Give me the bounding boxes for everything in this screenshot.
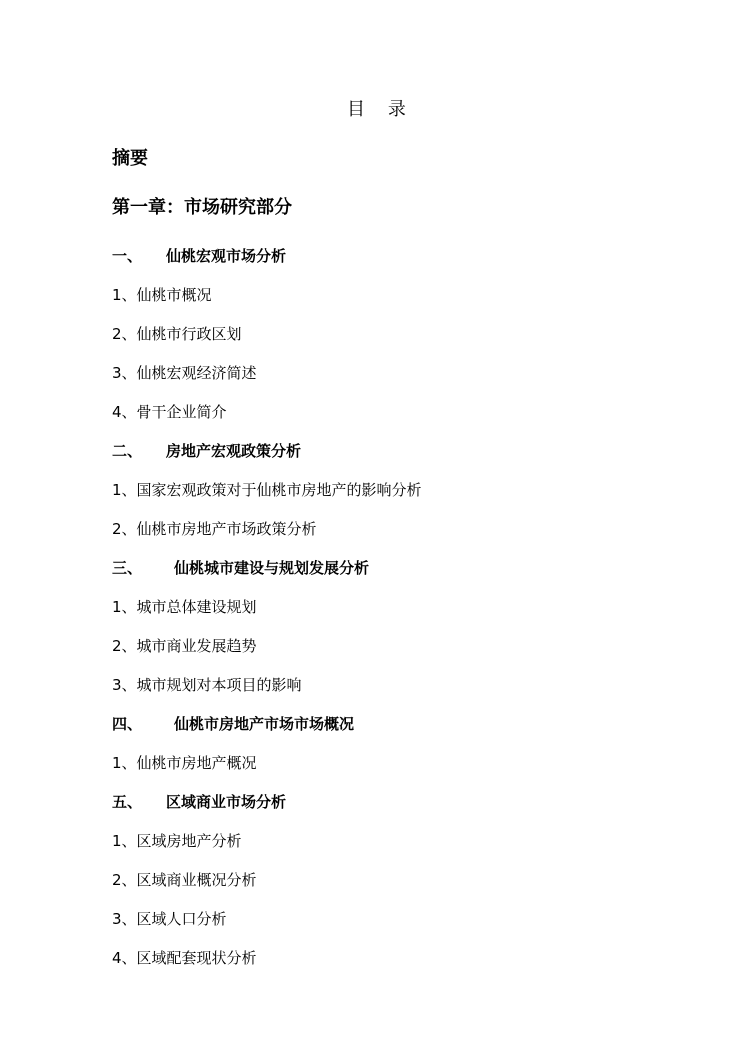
toc-item: 2、城市商业发展趋势 [112, 637, 257, 655]
toc-item: 3、城市规划对本项目的影响 [112, 676, 302, 694]
toc-item: 2、仙桃市房地产市场政策分析 [112, 520, 317, 538]
toc-item: 3、区域人口分析 [112, 910, 227, 928]
toc-item: 2、区域商业概况分析 [112, 871, 257, 889]
toc-item: 3、仙桃宏观经济简述 [112, 364, 257, 382]
toc-section-4 [112, 717, 354, 732]
toc-title: 目 录 [347, 99, 406, 120]
section-number: 五、 [112, 793, 143, 811]
toc-item: 1、仙桃市房地产概况 [112, 754, 257, 772]
toc-item: 1、国家宏观政策对于仙桃市房地产的影响分析 [112, 481, 422, 499]
section-title: 仙桃宏观市场分析 [166, 247, 287, 265]
toc-item: 1、仙桃市概况 [112, 286, 212, 304]
toc-section-1 [112, 249, 286, 264]
toc-item: 1、城市总体建设规划 [112, 598, 257, 616]
section-number: 二、 [112, 442, 143, 460]
section-number: 一、 [112, 247, 143, 265]
section-title: 仙桃城市建设与规划发展分析 [174, 559, 370, 577]
section-number: 四、 [112, 715, 143, 733]
section-title: 房地产宏观政策分析 [166, 442, 302, 460]
toc-section-3 [112, 561, 369, 576]
toc-section-5 [112, 795, 286, 810]
toc-item: 4、区域配套现状分析 [112, 949, 257, 967]
section-title: 仙桃市房地产市场市场概况 [174, 715, 355, 733]
section-number: 三、 [112, 559, 143, 577]
toc-section-2 [112, 444, 301, 459]
toc-abstract: 摘要 [112, 148, 148, 169]
toc-item: 2、仙桃市行政区划 [112, 325, 242, 343]
toc-item: 1、区域房地产分析 [112, 832, 242, 850]
toc-item: 4、骨干企业简介 [112, 403, 227, 421]
toc-chapter-1: 第一章：市场研究部分 [112, 197, 292, 218]
section-title: 区域商业市场分析 [166, 793, 287, 811]
